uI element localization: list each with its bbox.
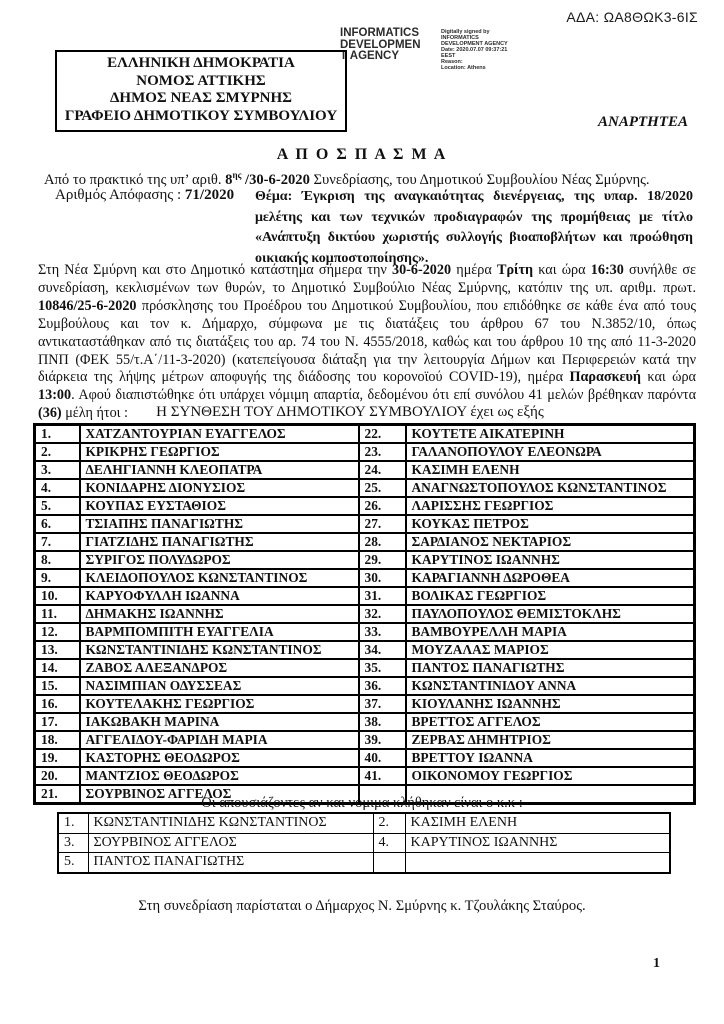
member-name-cell: ΧΑΤΖΑΝΤΟΥΡΙΑΝ ΕΥΑΓΓΕΛΟΣ	[80, 425, 359, 444]
member-name-cell: ΛΑΡΙΣΣΗΣ ΓΕΩΡΓΙΟΣ	[406, 497, 695, 515]
letterhead-line: ΔΗΜΟΣ ΝΕΑΣ ΣΜΥΡΝΗΣ	[110, 90, 292, 106]
member-number-cell: 34.	[359, 641, 406, 659]
member-name-cell: ΓΙΑΤΖΙΔΗΣ ΠΑΝΑΓΙΩΤΗΣ	[80, 533, 359, 551]
intro-line: Από το πρακτικό της υπ’ αριθ. $8^{\eta\varsigma}$ /30-6-2020 Συνεδρίασης, του Δημοτικού Συμβουλίου Νέας Σμύρνης.	[44, 170, 650, 188]
decision-subject: Θέμα: Έγκριση της αναγκαιότητας διενέργειας, της υπαρ. 18/2020 μελέτης και των τεχνικών προδιαγραφών της προμήθειας με τίτλο «Ανάπτυξη δικτύου χωριστής συλλογής βιοαποβλήτων και προώθηση οικιακής κομποστοποίησης».	[255, 189, 693, 266]
member-name-cell: ΚΙΟΥΛΑΝΗΣ ΙΩΑΝΝΗΣ	[406, 695, 695, 713]
member-number-cell: 16.	[35, 695, 80, 713]
composition-heading: Η ΣΥΝΘΕΣΗ ΤΟΥ ΔΗΜΟΤΙΚΟΥ ΣΥΜΒΟΥΛΙΟΥ έχει ως εξής	[156, 404, 544, 420]
member-number-cell: 8.	[35, 551, 80, 569]
table-row	[35, 767, 695, 785]
member-name-cell: ΚΟΝΙΔΑΡΗΣ ΔΙΟΝΥΣΙΟΣ	[80, 479, 359, 497]
member-number-cell: 6.	[35, 515, 80, 533]
signature-detail-line: Reason:	[441, 59, 463, 65]
member-name-cell: ΚΑΡΥΤΙΝΟΣ ΙΩΑΝΝΗΣ	[406, 551, 695, 569]
table-row	[35, 677, 695, 695]
member-name-cell: ΑΓΓΕΛΙΔΟΥ-ΦΑΡΙΔΗ ΜΑΡΙΑ	[80, 731, 359, 749]
member-number-cell: 20.	[35, 767, 80, 785]
member-number-cell: 30.	[359, 569, 406, 587]
digital-signature-stamp	[340, 28, 546, 71]
member-number-cell: 28.	[359, 533, 406, 551]
member-name-cell: ΓΑΛΑΝΟΠΟΥΛΟΥ ΕΛΕΟΝΩΡΑ	[406, 443, 695, 461]
member-name-cell: ΠΑΝΤΟΣ ΠΑΝΑΓΙΩΤΗΣ	[88, 853, 373, 873]
member-name-cell: ΖΕΡΒΑΣ ΔΗΜΗΤΡΙΟΣ	[406, 731, 695, 749]
member-name-cell: ΚΑΣΙΜΗ ΕΛΕΝΗ	[405, 813, 670, 833]
member-number-cell: 4.	[35, 479, 80, 497]
signature-detail-line: Digitally signed by	[441, 29, 490, 35]
member-name-cell: ΤΣΙΑΠΗΣ ΠΑΝΑΓΙΩΤΗΣ	[80, 515, 359, 533]
member-name-cell: ΔΗΜΑΚΗΣ ΙΩΑΝΝΗΣ	[80, 605, 359, 623]
anartitea-label: ΑΝΑΡΤΗΤΕΑ	[597, 114, 688, 130]
member-name-cell: ΣΥΡΙΓΟΣ ΠΟΛΥΔΩΡΟΣ	[80, 551, 359, 569]
closing-line: Στη συνεδρίαση παρίσταται ο Δήμαρχος Ν. Σμύρνης κ. Τζουλάκης Σταύρος.	[138, 898, 586, 914]
member-number-cell: 1.	[35, 425, 80, 444]
member-number-cell: 18.	[35, 731, 80, 749]
table-row	[35, 731, 695, 749]
letterhead-line: ΝΟΜΟΣ ΑΤΤΙΚΗΣ	[136, 72, 266, 89]
signature-agency-name	[340, 28, 436, 71]
table-row	[35, 461, 695, 479]
member-number-cell: 10.	[35, 587, 80, 605]
member-number-cell: 1.	[58, 813, 88, 833]
absent-caption: Οι απουσιάζοντες αν και νόμιμα κλήθηκαν είναι ο κ.κ :	[201, 795, 523, 811]
member-number-cell: 40.	[359, 749, 406, 767]
page-number: 1	[653, 956, 660, 971]
member-number-cell: 39.	[359, 731, 406, 749]
member-name-cell: ΜΑΝΤΖΙΟΣ ΘΕΟΔΩΡΟΣ	[80, 767, 359, 785]
decision-number: Αριθμός Απόφασης : 71/2020	[55, 187, 235, 203]
signature-detail-line: EEST	[441, 53, 456, 59]
member-number-cell: 22.	[359, 425, 406, 444]
member-number-cell: 36.	[359, 677, 406, 695]
member-number-cell: 2.	[373, 813, 405, 833]
table-row	[35, 443, 695, 461]
member-name-cell: ΑΝΑΓΝΩΣΤΟΠΟΥΛΟΣ ΚΩΝΣΤΑΝΤΙΝΟΣ	[406, 479, 695, 497]
present-members-table	[33, 423, 696, 805]
member-number-cell: 26.	[359, 497, 406, 515]
member-name-cell: ΚΑΣΙΜΗ ΕΛΕΝΗ	[406, 461, 695, 479]
signature-agency-line: DEVELOPMEN	[340, 38, 421, 51]
table-row	[35, 569, 695, 587]
member-number-cell: 23.	[359, 443, 406, 461]
member-number-cell: 5.	[35, 497, 80, 515]
member-name-cell: ΚΑΡΥΤΙΝΟΣ ΙΩΑΝΝΗΣ	[405, 833, 670, 853]
member-name-cell: ΚΩΝΣΤΑΝΤΙΝΙΔΗΣ ΚΩΝΣΤΑΝΤΙΝΟΣ	[80, 641, 359, 659]
member-number-cell: 33.	[359, 623, 406, 641]
member-number-cell: 41.	[359, 767, 406, 785]
member-number-cell: 2.	[35, 443, 80, 461]
member-number-cell: 11.	[35, 605, 80, 623]
member-name-cell: ΒΟΛΙΚΑΣ ΓΕΩΡΓΙΟΣ	[406, 587, 695, 605]
table-row	[58, 833, 670, 853]
absent-members-table	[57, 812, 671, 874]
letterhead-box	[55, 50, 347, 132]
member-name-cell	[405, 853, 670, 873]
member-number-cell: 19.	[35, 749, 80, 767]
table-row	[35, 425, 695, 444]
member-number-cell: 5.	[58, 853, 88, 873]
member-number-cell: 14.	[35, 659, 80, 677]
member-number-cell	[373, 853, 405, 873]
member-number-cell: 35.	[359, 659, 406, 677]
signature-agency-line: T AGENCY	[340, 50, 399, 62]
body-paragraph: Στη Νέα Σμύρνη και στο Δημοτικό κατάστημα σήμερα την 30-6-2020 ημέρα Τρίτη και ώρα 16:30 συνήλθε σε συνεδρίαση, κεκλισμένων των θυρών, το Δημοτικό Συμβούλιο Νέας Σμύρνης, κατόπιν της υπ. αριθμ. πρωτ. 10846/25-6-2020 πρόσκλησης του Προέδρου του Δημοτικού Συμβουλίου, που επιδόθηκε σε κάθε ένα από τους Συμβούλους και τον κ. Δήμαρχο, σύμφωνα με τις διατάξεις του άρθρου 67 του Ν.3852/10, όπως αντικαταστάθηκαν από τις διατάξεις του αρ. 74 του Ν. 4555/2018, καθώς και του άρθρου 10 της από 11-3-2020 ΠΝΠ (ΦΕΚ 55/τ.Α΄/11-3-2020) (κατεπείγουσα διάταξη για την λειτουργία Δήμων και Περιφερειών κατά την διάρκεια της λήψης μέτρων αποφυγής της διάδοσης του κορονοϊού COVID-19), ημέρα Παρασκευή και ώρα 13:00. Αφού διαπιστώθηκε ότι υπάρχει νόμιμη απαρτία, δεδομένου ότι επί συνόλου 41 μελών βρέθηκαν παρόντα (36) μέλη ήτοι :	[38, 262, 696, 422]
member-name-cell: ΚΡΙΚΡΗΣ ΓΕΩΡΓΙΟΣ	[80, 443, 359, 461]
signature-agency-line: INFORMATICS	[340, 27, 420, 39]
member-number-cell: 3.	[58, 833, 88, 853]
table-row	[35, 587, 695, 605]
member-name-cell: ΣΟΥΡΒΙΝΟΣ ΑΓΓΕΛΟΣ	[88, 833, 373, 853]
member-number-cell: 7.	[35, 533, 80, 551]
member-number-cell: 12.	[35, 623, 80, 641]
member-name-cell: ΙΑΚΩΒΑΚΗ ΜΑΡΙΝΑ	[80, 713, 359, 731]
member-number-cell: 13.	[35, 641, 80, 659]
table-row	[35, 713, 695, 731]
signature-detail-line: INFORMATICS	[441, 35, 479, 41]
member-name-cell: ΚΑΡΑΓΙΑΝΝΗ ΔΩΡΟΘΕΑ	[406, 569, 695, 587]
table-row	[58, 853, 670, 873]
table-row	[35, 749, 695, 767]
member-name-cell: ΒΡΕΤΤΟΣ ΑΓΓΕΛΟΣ	[406, 713, 695, 731]
document-title: Α Π Ο Σ Π Α Σ Μ Α	[276, 146, 448, 163]
member-name-cell: ΚΟΥΤΕΤΕ ΑΙΚΑΤΕΡΙΝΗ	[406, 425, 695, 444]
member-number-cell: 27.	[359, 515, 406, 533]
member-number-cell: 9.	[35, 569, 80, 587]
letterhead-line: ΓΡΑΦΕΙΟ ΔΗΜΟΤΙΚΟΥ ΣΥΜΒΟΥΛΙΟΥ	[64, 107, 338, 124]
table-row	[35, 623, 695, 641]
member-name-cell: ΣΟΥΡΒΙΝΟΣ ΑΓΓΕΛΟΣ	[80, 785, 359, 804]
signature-detail-line: DEVELOPMENT AGENCY	[441, 41, 508, 47]
table-row	[58, 813, 670, 833]
member-name-cell: ΚΩΝΣΤΑΝΤΙΝΙΔΗΣ ΚΩΝΣΤΑΝΤΙΝΟΣ	[88, 813, 373, 833]
table-row	[35, 605, 695, 623]
member-number-cell: 24.	[359, 461, 406, 479]
signature-detail-line: Date: 2020.07.07 09:37:21	[441, 47, 508, 53]
member-number-cell: 25.	[359, 479, 406, 497]
ada-code: ΑΔΑ: ΩΑ8ΘΩΚ3-6ΙΣ	[566, 9, 698, 25]
table-row	[35, 551, 695, 569]
member-number-cell: 31.	[359, 587, 406, 605]
member-number-cell: 37.	[359, 695, 406, 713]
member-name-cell: ΒΑΜΒΟΥΡΕΛΛΗ ΜΑΡΙΑ	[406, 623, 695, 641]
member-name-cell: ΠΑΝΤΟΣ ΠΑΝΑΓΙΩΤΗΣ	[406, 659, 695, 677]
member-name-cell: ΝΑΣΙΜΠΙΑΝ ΟΔΥΣΣΕΑΣ	[80, 677, 359, 695]
member-name-cell: ΒΑΡΜΠΟΜΠΙΤΗ ΕΥΑΓΓΕΛΙΑ	[80, 623, 359, 641]
table-row	[35, 533, 695, 551]
table-row	[35, 497, 695, 515]
member-name-cell: ΣΑΡΔΙΑΝΟΣ ΝΕΚΤΑΡΙΟΣ	[406, 533, 695, 551]
member-name-cell: ΖΑΒΟΣ ΑΛΕΞΑΝΔΡΟΣ	[80, 659, 359, 677]
member-name-cell: ΒΡΕΤΤΟΥ ΙΩΑΝΝΑ	[406, 749, 695, 767]
member-name-cell: ΚΩΝΣΤΑΝΤΙΝΙΔΟΥ ΑΝΝΑ	[406, 677, 695, 695]
signature-detail-line: Location: Athens	[441, 65, 486, 71]
member-name-cell: ΜΟΥΖΑΛΑΣ ΜΑΡΙΟΣ	[406, 641, 695, 659]
member-name-cell: ΠΑΥΛΟΠΟΥΛΟΣ ΘΕΜΙΣΤΟΚΛΗΣ	[406, 605, 695, 623]
member-number-cell: 17.	[35, 713, 80, 731]
member-number-cell: 32.	[359, 605, 406, 623]
table-row	[35, 479, 695, 497]
member-number-cell: 29.	[359, 551, 406, 569]
table-row	[35, 641, 695, 659]
member-number-cell: 38.	[359, 713, 406, 731]
member-name-cell: ΔΕΛΗΓΙΑΝΝΗ ΚΛΕΟΠΑΤΡΑ	[80, 461, 359, 479]
member-number-cell: 21.	[35, 785, 80, 804]
member-name-cell: ΚΑΣΤΟΡΗΣ ΘΕΟΔΩΡΟΣ	[80, 749, 359, 767]
member-number-cell: 15.	[35, 677, 80, 695]
table-row	[35, 695, 695, 713]
member-name-cell: ΟΙΚΟΝΟΜΟΥ ΓΕΩΡΓΙΟΣ	[406, 767, 695, 785]
signature-details	[441, 28, 546, 71]
letterhead-line: ΕΛΛΗΝΙΚΗ ΔΗΜΟΚΡΑΤΙΑ	[107, 55, 295, 71]
member-name-cell: ΚΛΕΙΔΟΠΟΥΛΟΣ ΚΩΝΣΤΑΝΤΙΝΟΣ	[80, 569, 359, 587]
member-name-cell: ΚΟΥΤΕΛΑΚΗΣ ΓΕΩΡΓΙΟΣ	[80, 695, 359, 713]
member-name-cell: ΚΑΡΥΟΦΥΛΛΗ ΙΩΑΝΝΑ	[80, 587, 359, 605]
member-name-cell: ΚΟΥΚΑΣ ΠΕΤΡΟΣ	[406, 515, 695, 533]
table-row	[35, 515, 695, 533]
member-number-cell: 3.	[35, 461, 80, 479]
table-row	[35, 659, 695, 677]
member-name-cell: ΚΟΥΠΑΣ ΕΥΣΤΑΘΙΟΣ	[80, 497, 359, 515]
member-number-cell: 4.	[373, 833, 405, 853]
